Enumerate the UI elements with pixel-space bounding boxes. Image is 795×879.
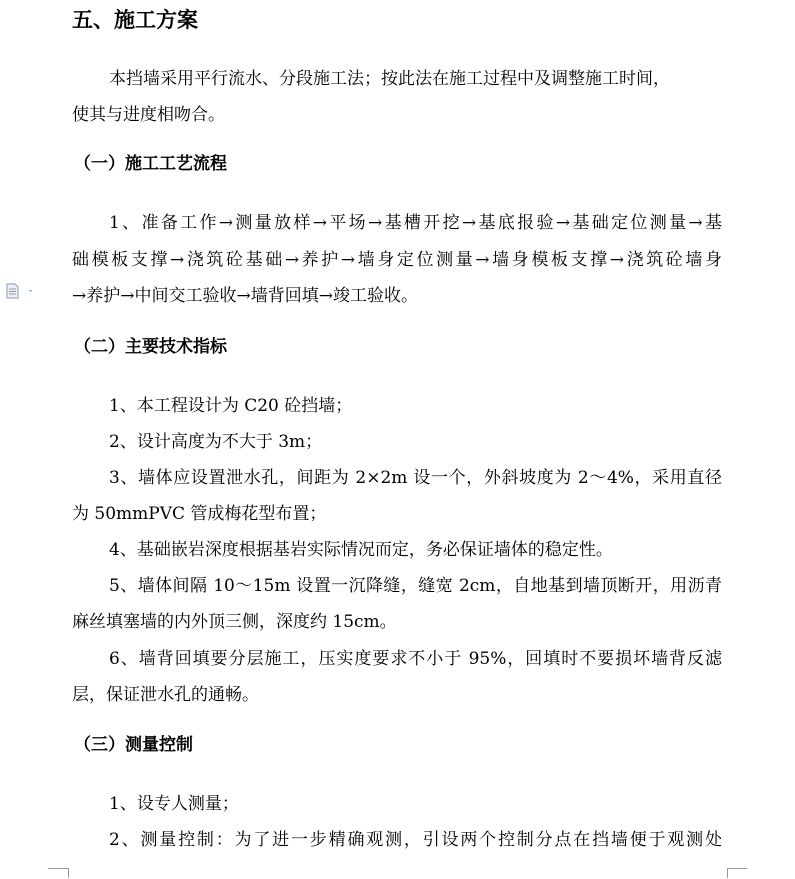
survey-item-2-line-1: 2、测量控制：为了进一步精确观测，引设两个控制分点在挡墙便于观测处 <box>109 830 722 850</box>
process-line-2: 础模板支撑→浇筑砼基础→养护→墙身定位测量→墙身模板支撑→浇筑砼墙身 <box>72 250 722 270</box>
indicator-item-3-line-2: 为 50mmPVC 管成梅花型布置； <box>72 504 327 524</box>
process-line-3: →养护→中间交工验收→墙背回填→竣工验收。 <box>72 286 418 306</box>
indicator-item-2: 2、设计高度为不大于 3m； <box>109 432 323 452</box>
page-corner-mark-right <box>727 868 747 879</box>
process-line-1: 1、准备工作→测量放样→平场→基槽开挖→基底报验→基础定位测量→基 <box>109 213 722 233</box>
intro-line-2: 使其与进度相吻合。 <box>72 105 225 125</box>
indicator-item-6-line-1: 6、墙背回填要分层施工，压实度要求不小于 95%，回填时不要损坏墙背反滤 <box>109 649 722 669</box>
subsection-title-indicators: （二）主要技术指标 <box>74 337 227 357</box>
intro-line-1: 本挡墙采用平行流水、分段施工法；按此法在施工过程中及调整施工时间， <box>109 69 670 89</box>
indicator-item-5-line-1: 5、墙体间隔 10～15m 设置一沉降缝，缝宽 2cm，自地基到墙顶断开，用沥青 <box>109 576 722 596</box>
section-heading: 五、施工方案 <box>72 8 198 32</box>
page-corner-mark-left <box>48 868 68 879</box>
indicator-item-6-line-2: 层，保证泄水孔的通畅。 <box>72 685 259 705</box>
indicator-item-3-line-1: 3、墙体应设置泄水孔，间距为 2×2m 设一个，外斜坡度为 2～4%，采用直径 <box>109 468 722 488</box>
page-corner-mark-right-vertical <box>727 868 728 878</box>
page-corner-mark-left-vertical <box>68 868 69 878</box>
survey-item-1: 1、设专人测量； <box>109 794 239 814</box>
document-margin-icon[interactable] <box>5 283 35 299</box>
subsection-title-process: （一）施工工艺流程 <box>74 154 227 174</box>
indicator-item-5-line-2: 麻丝填塞墙的内外顶三侧，深度约 15cm。 <box>72 612 397 632</box>
subsection-title-survey: （三）测量控制 <box>74 735 193 755</box>
indicator-item-1: 1、本工程设计为 C20 砼挡墙； <box>109 396 353 416</box>
indicator-item-4: 4、基础嵌岩深度根据基岩实际情况而定，务必保证墙体的稳定性。 <box>109 540 613 560</box>
